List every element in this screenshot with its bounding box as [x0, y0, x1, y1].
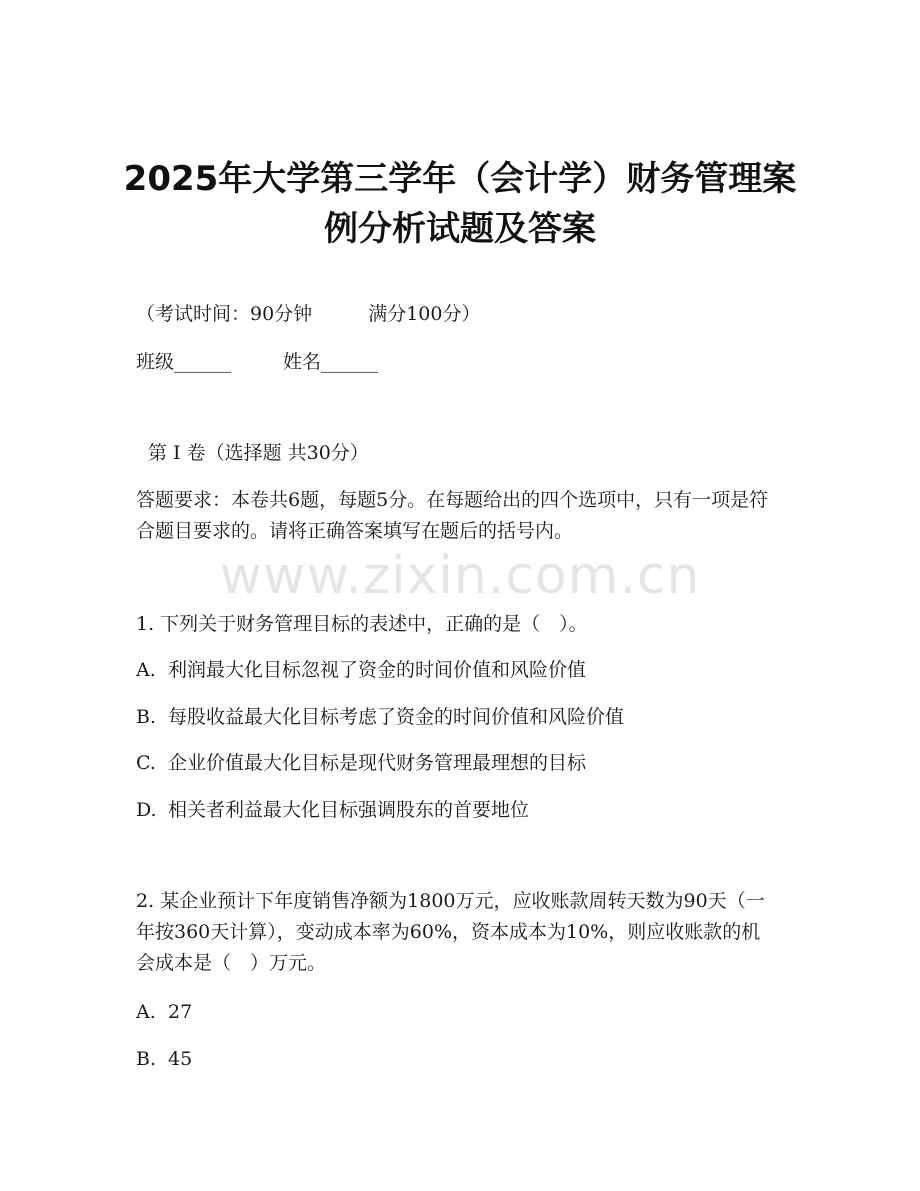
exam-time: （考试时间：90分钟 [136, 303, 313, 325]
option-text: 企业价值最大化目标是现代财务管理最理想的目标 [168, 752, 587, 774]
question-1-stem: 1. 下列关于财务管理目标的表述中，正确的是（ ）。 [136, 613, 588, 635]
answer-instructions: 答题要求：本卷共6题，每题5分。在每题给出的四个选项中，只有一项是符合题目要求的。请将正确答案填写在题后的括号内。 [136, 489, 769, 542]
watermark: www.zixin.com.cn [219, 546, 701, 606]
section-heading: 第 I 卷（选择题 共30分） [148, 442, 369, 464]
option-letter: C. [136, 752, 156, 774]
exam-score: 满分100分） [368, 303, 481, 325]
student-fields [136, 347, 378, 377]
option-text: 27 [168, 1001, 193, 1023]
option-letter: B. [136, 1048, 157, 1070]
exam-info [136, 299, 480, 329]
name-field-label: 姓名______ [283, 351, 379, 373]
option-text: 45 [168, 1048, 193, 1070]
question-1-option-b [136, 702, 624, 732]
option-text: 利润最大化目标忽视了资金的时间价值和风险价值 [168, 659, 587, 681]
option-letter: A. [136, 659, 156, 681]
option-letter: B. [136, 706, 157, 728]
question-2-option-a [136, 997, 192, 1027]
option-text: 相关者利益最大化目标强调股东的首要地位 [168, 799, 530, 821]
class-field-label: 班级______ [136, 351, 232, 373]
document-title-line-1: 2025年大学第三学年（会计学）财务管理案 [123, 159, 797, 199]
question-2-option-b [136, 1044, 192, 1074]
option-letter: A. [136, 1001, 156, 1023]
question-1-option-a [136, 655, 586, 685]
question-1-option-c [136, 748, 586, 778]
document-title-line-2: 例分析试题及答案 [324, 209, 596, 249]
option-text: 每股收益最大化目标考虑了资金的时间价值和风险价值 [168, 706, 625, 728]
question-1-option-d [136, 795, 529, 825]
option-letter: D. [136, 799, 157, 821]
question-2-stem: 2. 某企业预计下年度销售净额为1800万元，应收账款周转天数为90天（一年按360天计算），变动成本率为60%，资本成本为10%，则应收账款的机会成本是（ ）万元。 [136, 890, 765, 974]
